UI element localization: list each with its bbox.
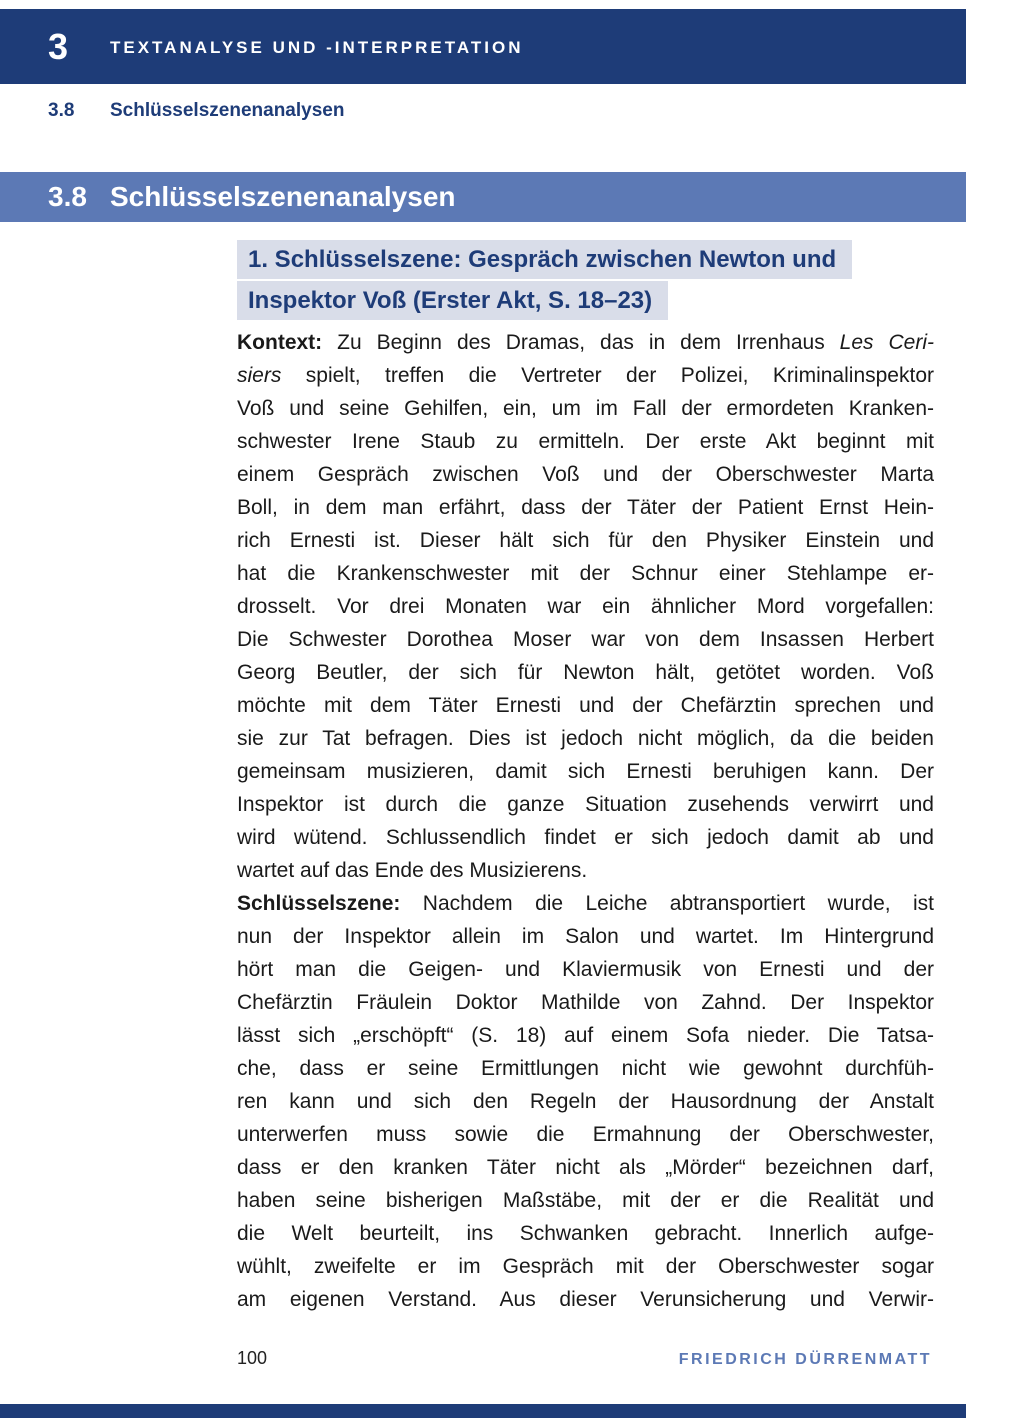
running-head-number: 3.8 [48,100,75,121]
text-line: dass er den kranken Täter nicht als „Mörder“ bezeichnen darf, [237,1156,934,1179]
text-line: gemeinsam musizieren, damit sich Ernesti beruhigen kann. Der [237,760,934,783]
text-line: haben seine bisherigen Maßstäbe, mit der er die Realität und [237,1189,934,1212]
text-line: rich Ernesti ist. Dieser hält sich für den Physiker Einstein und [237,529,934,552]
text-line: Schlüsselszene: Nachdem die Leiche abtransportiert wurde, ist [237,892,934,915]
text-line: die Welt beurteilt, ins Schwanken gebracht. Innerlich aufge- [237,1222,934,1245]
text-line: ren kann und sich den Regeln der Hausordnung der Anstalt [237,1090,934,1113]
chapter-number: 3 [48,25,69,67]
text-line: siers spielt, treffen die Vertreter der Polizei, Kriminalinspektor [237,364,934,387]
text-line: wird wütend. Schlussendlich findet er sich jedoch damit ab und [237,826,934,849]
footer-author: FRIEDRICH DÜRRENMATT [678,1351,932,1368]
text-line: wühlt, zweifelte er im Gespräch mit der Oberschwester sogar [237,1255,934,1278]
key-scene-heading-line-2: Inspektor Voß (Erster Akt, S. 18–23) [237,281,668,320]
page-number: 100 [237,1348,268,1368]
running-head [48,100,344,122]
text-line: einem Gespräch zwischen Voß und der Oberschwester Marta [237,463,934,486]
section-banner-number: 3.8 [48,181,87,212]
text-line: sie zur Tat befragen. Dies ist jedoch nicht möglich, da die beiden [237,727,934,750]
text-line: Chefärztin Fräulein Doktor Mathilde von Zahnd. Der Inspektor [237,991,934,1014]
body-text [237,326,934,1316]
text-line: drosselt. Vor drei Monaten war ein ähnlicher Mord vorgefallen: [237,595,934,618]
text-line: Kontext: Zu Beginn des Dramas, das in dem Irrenhaus Les Ceri- [237,331,934,354]
text-line: Georg Beutler, der sich für Newton hält, getötet worden. Voß [237,661,934,684]
section-banner-title: Schlüsselszenenanalysen [110,181,456,212]
main-content [237,240,934,1316]
running-head-title: Schlüsselszenenanalysen [110,100,345,121]
chapter-title: TEXTANALYSE UND -INTERPRETATION [110,38,524,57]
text-line: Inspektor ist durch die ganze Situation zusehends verwirrt und [237,793,934,816]
key-scene-heading-line-1: 1. Schlüsselszene: Gespräch zwischen Newton und [237,240,852,279]
text-line: Voß und seine Gehilfen, ein, um im Fall der ermordeten Kranken- [237,397,934,420]
text-line: wartet auf das Ende des Musizierens. [237,859,588,882]
text-line: möchte mit dem Täter Ernesti und der Chefärztin sprechen und [237,694,934,717]
text-line: nun der Inspektor allein im Salon und wartet. Im Hintergrund [237,925,934,948]
page-footer [237,1348,932,1369]
text-line: Die Schwester Dorothea Moser war von dem Insassen Herbert [237,628,934,651]
section-banner [0,172,966,222]
text-line: Boll, in dem man erfährt, dass der Täter der Patient Ernst Hein- [237,496,934,519]
text-line: hat die Krankenschwester mit der Schnur einer Stehlampe er- [237,562,934,585]
key-scene-heading [237,240,934,320]
text-line: unterwerfen muss sowie die Ermahnung der Oberschwester, [237,1123,934,1146]
text-line: am eigenen Verstand. Aus dieser Verunsicherung und Verwir- [237,1288,934,1311]
text-line: lässt sich „erschöpft“ (S. 18) auf einem Sofa nieder. Die Tatsa- [237,1024,934,1047]
chapter-header-bar [0,9,966,84]
text-line: hört man die Geigen- und Klaviermusik von Ernesti und der [237,958,934,981]
bottom-edge-bar [0,1404,966,1418]
text-line: schwester Irene Staub zu ermitteln. Der erste Akt beginnt mit [237,430,934,453]
text-line: che, dass er seine Ermittlungen nicht wie gewohnt durchfüh- [237,1057,934,1080]
